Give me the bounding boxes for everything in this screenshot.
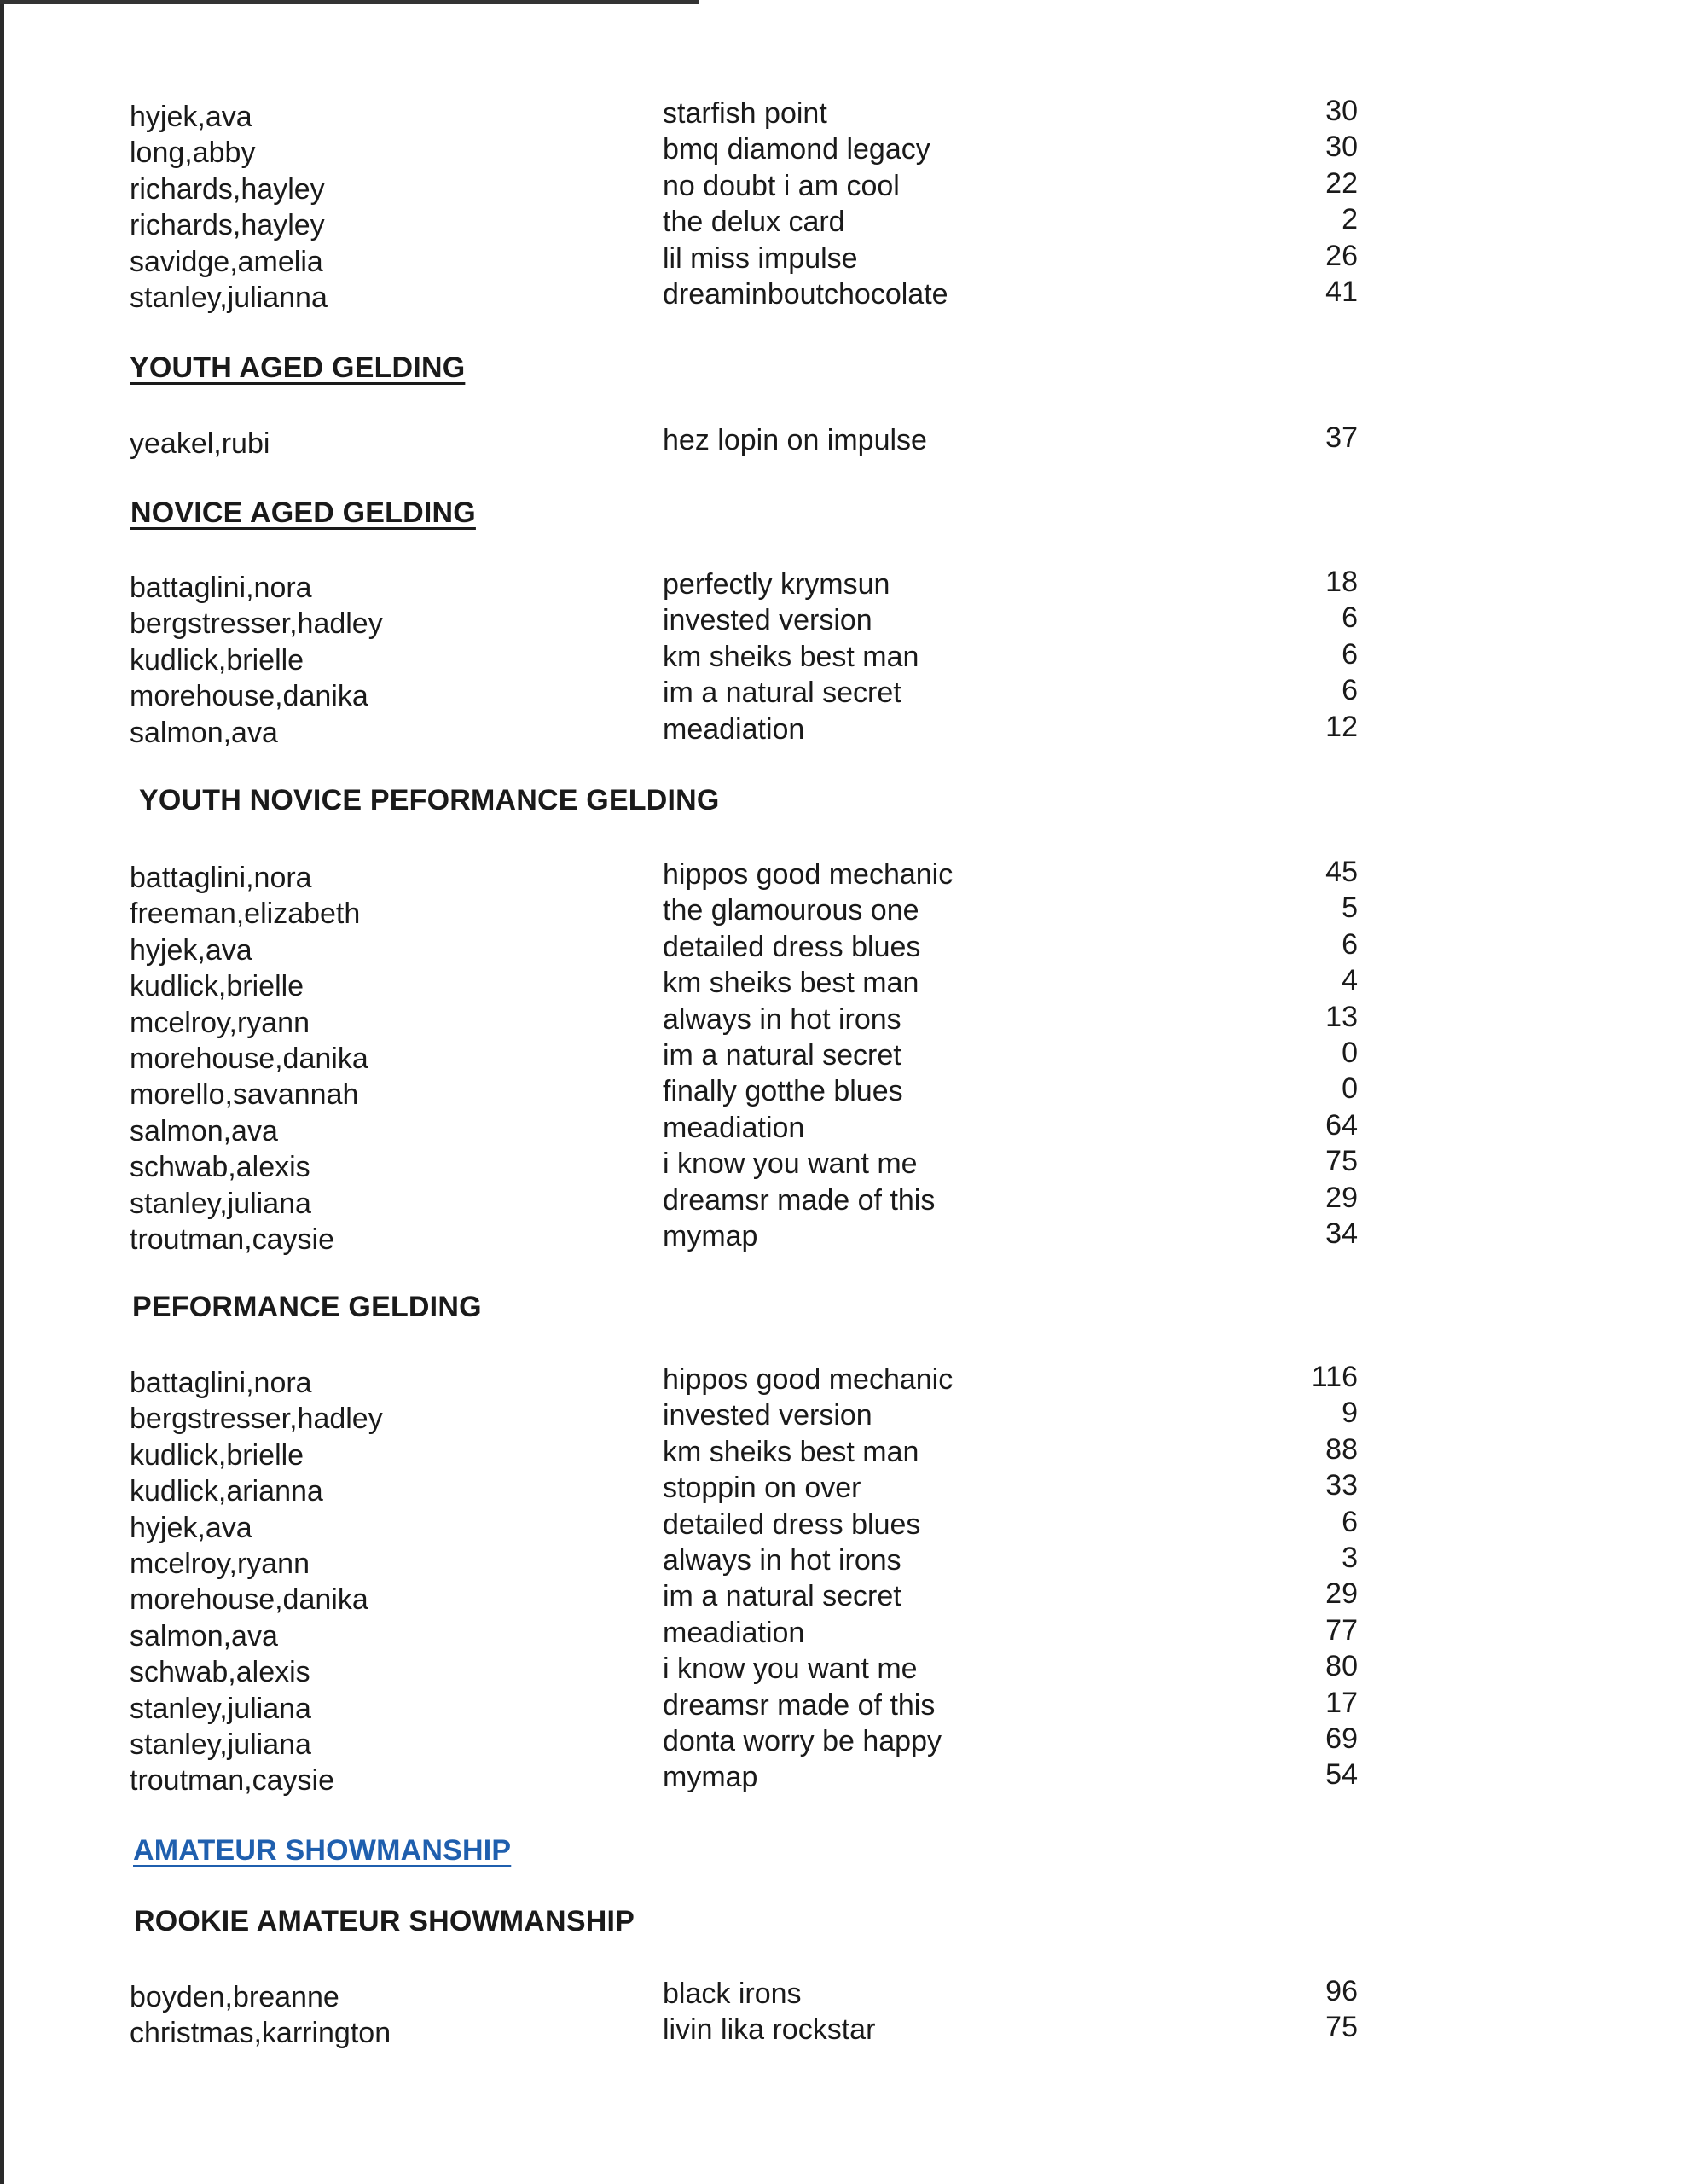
points: 29: [1325, 1181, 1358, 1214]
rider-name: mcelroy,ryann: [130, 1547, 310, 1580]
entry-row: [0, 1615, 1687, 1651]
entry-row: [0, 857, 1687, 892]
entry-row: [0, 1577, 1687, 1617]
points: 64: [1325, 1108, 1358, 1141]
entry-row: [0, 1218, 1687, 1254]
horse-name: bmq diamond legacy: [663, 133, 930, 166]
rider-name: kudlick,brielle: [130, 970, 304, 1003]
entry-row: [0, 1182, 1687, 1218]
rider-name: salmon,ava: [130, 716, 278, 749]
points: 6: [1342, 1505, 1358, 1538]
horse-name: always in hot irons: [663, 1543, 901, 1577]
points: 4: [1342, 964, 1358, 997]
entry-row: [0, 1758, 1687, 1798]
points: 6: [1342, 637, 1358, 671]
entry-row: [0, 1723, 1687, 1759]
entries-list: [0, 1362, 1687, 1796]
entry-row: [0, 2012, 1687, 2048]
rider-name: hyjek,ava: [130, 101, 252, 133]
horse-name: meadiation: [663, 712, 805, 746]
entry-row: [0, 1146, 1687, 1182]
entry-row: [0, 1507, 1687, 1542]
rider-name: bergstresser,hadley: [130, 1403, 383, 1436]
rider-name: troutman,caysie: [130, 1764, 334, 1798]
rider-name: savidge,amelia: [130, 245, 323, 278]
rider-name: kudlick,brielle: [130, 643, 304, 677]
entry-row: [0, 1110, 1687, 1146]
rider-name: hyjek,ava: [130, 933, 252, 967]
points: 30: [1325, 95, 1358, 127]
points: 6: [1342, 674, 1358, 707]
horse-name: km sheiks best man: [663, 967, 919, 1000]
points: 0: [1342, 1036, 1358, 1069]
rider-name: schwab,alexis: [130, 1656, 310, 1689]
rider-name: long,abby: [130, 136, 256, 170]
rider-name: battaglini,nora: [130, 1367, 312, 1399]
horse-name: meadiation: [663, 1111, 805, 1144]
rider-name: bergstresser,hadley: [130, 607, 383, 641]
points: 13: [1325, 1000, 1358, 1033]
entry-row: [0, 204, 1687, 240]
horse-name: i know you want me: [663, 1147, 918, 1181]
points: 3: [1342, 1541, 1358, 1574]
horse-name: km sheiks best man: [663, 1435, 919, 1468]
points: 37: [1325, 421, 1358, 454]
entry-row: [0, 422, 1687, 458]
points: 116: [1311, 1361, 1358, 1393]
entry-row: [0, 1002, 1687, 1037]
points: 80: [1325, 1650, 1358, 1683]
horse-name: hippos good mechanic: [663, 1363, 954, 1396]
horse-name: livin lika rockstar: [663, 2013, 876, 2047]
entry-row: [0, 1976, 1687, 2012]
horse-name: the delux card: [663, 206, 845, 239]
horse-name: dreaminboutchocolate: [663, 277, 948, 311]
entry-row: [0, 1362, 1687, 1397]
entry-row: [0, 566, 1687, 602]
points: 17: [1325, 1686, 1358, 1719]
rider-name: yeakel,rubi: [130, 427, 270, 460]
section-heading: YOUTH NOVICE PEFORMANCE GELDING: [139, 784, 720, 816]
rider-name: stanley,julianna: [130, 281, 328, 314]
points: 6: [1342, 601, 1358, 635]
scan-edge-top: [0, 0, 699, 4]
points: 2: [1342, 203, 1358, 236]
points: 75: [1325, 2011, 1358, 2044]
entries-list: [0, 857, 1687, 1254]
entry-row: [0, 131, 1687, 170]
points: 29: [1325, 1577, 1358, 1611]
horse-name: black irons: [663, 1978, 802, 2010]
rider-name: morehouse,danika: [130, 1583, 368, 1617]
horse-name: lil miss impulse: [663, 241, 858, 275]
entry-row: [0, 965, 1687, 1001]
rider-name: boyden,breanne: [130, 1981, 339, 2013]
rider-name: christmas,karrington: [130, 2017, 391, 2050]
points: 0: [1342, 1072, 1358, 1106]
points: 34: [1325, 1217, 1358, 1250]
entry-row: [0, 276, 1687, 312]
points: 41: [1325, 275, 1358, 308]
rider-name: stanley,juliana: [130, 1187, 311, 1220]
entry-row: [0, 1542, 1687, 1578]
points: 88: [1325, 1432, 1358, 1466]
entry-row: [0, 1651, 1687, 1687]
entry-row: [0, 712, 1687, 747]
horse-name: detailed dress blues: [663, 930, 921, 963]
entry-row: [0, 639, 1687, 675]
section-heading[interactable]: AMATEUR SHOWMANSHIP: [133, 1834, 512, 1867]
points: 45: [1325, 856, 1358, 888]
horse-name: km sheiks best man: [663, 640, 919, 673]
horse-name: the glamourous one: [663, 894, 919, 927]
horse-name: invested version: [663, 1399, 872, 1432]
entries-list: [0, 96, 1687, 312]
entry-row: [0, 675, 1687, 711]
points: 75: [1325, 1145, 1358, 1178]
horse-name: stoppin on over: [663, 1472, 861, 1505]
horse-name: finally gotthe blues: [663, 1075, 903, 1108]
horse-name: hippos good mechanic: [663, 858, 954, 891]
points: 22: [1325, 166, 1358, 200]
entry-row: [0, 892, 1687, 931]
points: 69: [1325, 1722, 1358, 1755]
entry-row: [0, 241, 1687, 276]
entry-row: [0, 1687, 1687, 1723]
points: 12: [1325, 710, 1358, 743]
horse-name: invested version: [663, 604, 872, 637]
rider-name: morehouse,danika: [130, 680, 368, 713]
horse-name: im a natural secret: [663, 1038, 901, 1072]
horse-name: donta worry be happy: [663, 1724, 942, 1757]
entry-row: [0, 1397, 1687, 1436]
rider-name: salmon,ava: [130, 1619, 278, 1653]
horse-name: im a natural secret: [663, 1580, 901, 1613]
rider-name: morello,savannah: [130, 1078, 359, 1112]
points: 54: [1325, 1758, 1358, 1792]
horse-name: hez lopin on impulse: [663, 424, 927, 456]
horse-name: i know you want me: [663, 1653, 918, 1686]
rider-name: battaglini,nora: [130, 572, 312, 604]
entry-row: [0, 601, 1687, 641]
rider-name: battaglini,nora: [130, 862, 312, 894]
entry-row: [0, 168, 1687, 204]
points: 5: [1342, 892, 1358, 925]
section-heading: YOUTH AGED GELDING: [130, 351, 466, 384]
section-heading: PEFORMANCE GELDING: [132, 1291, 482, 1323]
rider-name: schwab,alexis: [130, 1151, 310, 1184]
rider-name: kudlick,brielle: [130, 1438, 304, 1472]
points: 33: [1325, 1469, 1358, 1502]
rider-name: hyjek,ava: [130, 1511, 252, 1544]
entries-list: [0, 422, 1687, 458]
rider-name: richards,hayley: [130, 209, 325, 242]
horse-name: dreamsr made of this: [663, 1688, 936, 1722]
points: 77: [1325, 1613, 1358, 1647]
rider-name: mcelroy,ryann: [130, 1006, 310, 1039]
points: 30: [1325, 131, 1358, 164]
points: 6: [1342, 927, 1358, 961]
entry-row: [0, 1072, 1687, 1112]
horse-name: no doubt i am cool: [663, 169, 900, 202]
rider-name: morehouse,danika: [130, 1042, 368, 1075]
horse-name: perfectly krymsun: [663, 568, 890, 601]
horse-name: dreamsr made of this: [663, 1183, 936, 1217]
horse-name: im a natural secret: [663, 677, 901, 710]
points: 96: [1325, 1975, 1358, 2007]
points: 26: [1325, 239, 1358, 272]
entry-row: [0, 1037, 1687, 1073]
entry-row: [0, 929, 1687, 965]
entry-row: [0, 1434, 1687, 1470]
entries-list: [0, 1976, 1687, 2048]
points: 18: [1325, 566, 1358, 598]
entry-row: [0, 96, 1687, 131]
horse-name: mymap: [663, 1219, 758, 1252]
section-heading: NOVICE AGED GELDING: [130, 497, 476, 529]
horse-name: always in hot irons: [663, 1002, 901, 1036]
rider-name: troutman,caysie: [130, 1223, 334, 1256]
rider-name: freeman,elizabeth: [130, 897, 361, 931]
section-heading: ROOKIE AMATEUR SHOWMANSHIP: [134, 1905, 635, 1937]
rider-name: stanley,juliana: [130, 1728, 311, 1761]
entry-row: [0, 1470, 1687, 1506]
horse-name: mymap: [663, 1761, 758, 1794]
horse-name: meadiation: [663, 1616, 805, 1649]
horse-name: detailed dress blues: [663, 1507, 921, 1541]
points: 9: [1342, 1397, 1358, 1430]
rider-name: richards,hayley: [130, 172, 325, 206]
rider-name: kudlick,arianna: [130, 1475, 323, 1508]
horse-name: starfish point: [663, 97, 827, 130]
entries-list: [0, 566, 1687, 747]
rider-name: stanley,juliana: [130, 1692, 311, 1725]
rider-name: salmon,ava: [130, 1114, 278, 1147]
